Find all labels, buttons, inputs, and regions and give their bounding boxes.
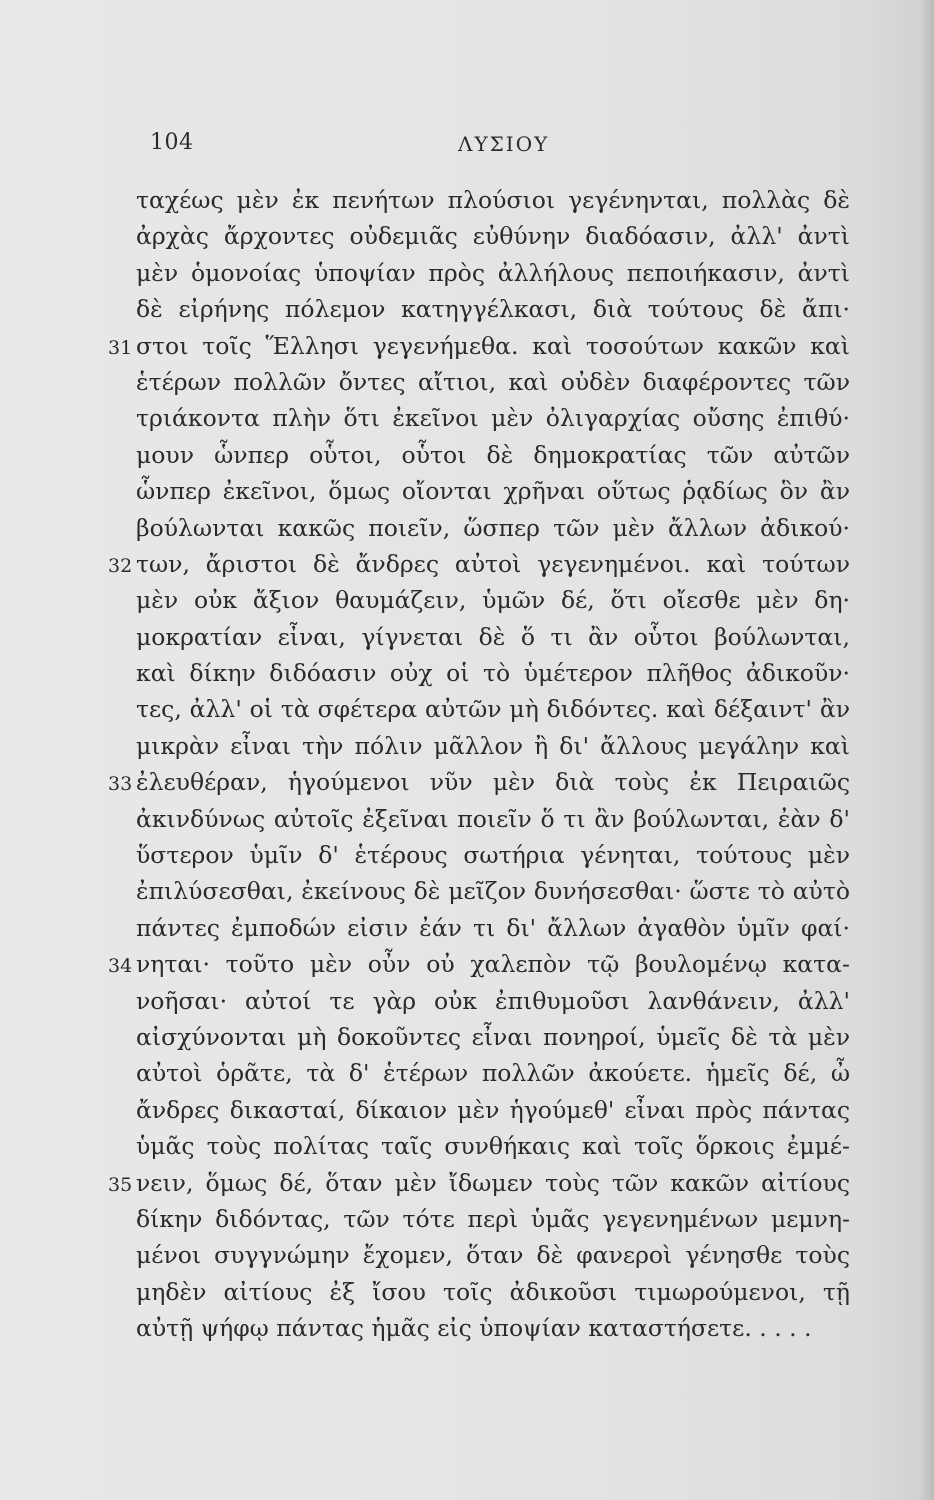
text-line [136,873,856,909]
running-head [150,130,850,160]
line-text: ἐπιλύσεσθαι, ἐκείνους δὲ μεῖζον δυνήσεσθαι· ὥστε τὸ αὐτὸ [136,877,850,906]
line-text: στοι τοῖς Ἕλλησι γεγενήμεθα. καὶ τοσούτων κακῶν καὶ [136,331,850,360]
line-text: ὧνπερ ἐκεῖνοι, ὅμως οἴονται χρῆναι οὕτως ῥᾳδίως ὃν ἂν [136,477,850,506]
text-line [136,691,856,727]
line-text: ἐλευθέραν, ἡγούμενοι νῦν μὲν διὰ τοὺς ἐκ Πειραιῶς [136,768,850,797]
text-line [136,1201,856,1237]
line-text: τριάκοντα πλὴν ὅτι ἐκεῖνοι μὲν ὀλιγαρχίας οὔσης ἐπιθύ· [136,404,850,433]
line-text: ἄνδρες δικασταί, δίκαιον μὲν ἡγούμεθ' εἶναι πρὸς πάντας [136,1095,850,1124]
line-text: βούλωνται κακῶς ποιεῖν, ὥσπερ τῶν μὲν ἄλλων ἀδικού· [136,513,850,542]
text-line [136,182,856,218]
line-text: αὐτῇ ψήφῳ πάντας ἡμᾶς εἰς ὑποψίαν καταστήσετε. . . . . [136,1314,812,1343]
line-text: ὕστερον ὑμῖν δ' ἑτέρους σωτήρια γένηται, τούτους μὲν [136,841,850,870]
text-line [136,801,856,837]
text-line [136,1237,856,1273]
line-text: τες, ἀλλ' οἱ τὰ σφέτερα αὐτῶν μὴ διδόντες. καὶ δέξαιντ' ἂν [136,695,850,724]
line-text: μένοι συγγνώμην ἔχομεν, ὅταν δὲ φανεροὶ γένησθε τοὺς [136,1241,850,1270]
line-text: αἰσχύνονται μὴ δοκοῦντες εἶναι πονηροί, ὑμεῖς δὲ τὰ μὲν [136,1022,850,1051]
text-line [136,1055,856,1091]
text-line [136,728,856,764]
text-line [136,619,856,655]
text-line [108,328,856,364]
section-number: 31 [108,336,133,359]
text-line [136,837,856,873]
section-number: 34 [108,955,133,978]
text-line [136,473,856,509]
section-number: 32 [108,554,133,577]
text-line [136,983,856,1019]
text-line [136,1310,856,1346]
text-line [136,582,856,618]
text-line [136,437,856,473]
line-text: πάντες ἐμποδών εἰσιν ἐάν τι δι' ἄλλων ἀγαθὸν ὑμῖν φαί· [136,913,850,942]
line-text: ταχέως μὲν ἐκ πενήτων πλούσιοι γεγένηνται, πολλὰς δὲ [136,186,850,214]
text-line [136,1092,856,1128]
text-line [108,946,856,982]
line-text: καὶ δίκην διδόασιν οὐχ οἱ τὸ ὑμέτερον πλῆθος ἀδικοῦν· [136,659,850,688]
line-text: νηται· τοῦτο μὲν οὖν οὐ χαλεπὸν τῷ βουλομένῳ κατα- [136,950,850,979]
page-number: 104 [150,130,194,155]
body-text [108,182,856,1347]
text-line [108,546,856,582]
gutter-shadow [920,0,934,1500]
line-text: ἑτέρων πολλῶν ὄντες αἴτιοι, καὶ οὐδὲν διαφέροντες τῶν [136,367,850,396]
line-text: ὑμᾶς τοὺς πολίτας ταῖς συνθήκαις καὶ τοῖς ὅρκοις ἐμμέ- [136,1132,850,1161]
text-line [136,1019,856,1055]
line-text: μοκρατίαν εἶναι, γίγνεται δὲ ὅ τι ἂν οὗτοι βούλωνται, [136,622,850,651]
text-line [136,655,856,691]
line-text: δίκην διδόντας, τῶν τότε περὶ ὑμᾶς γεγενημένων μεμνη- [136,1204,850,1233]
text-line [136,1274,856,1310]
line-text: μηδὲν αἰτίους ἐξ ἴσου τοῖς ἀδικοῦσι τιμωρούμενοι, τῇ [136,1277,850,1306]
line-text: μουν ὧνπερ οὗτοι, οὗτοι δὲ δημοκρατίας τῶν αὐτῶν [136,440,850,469]
line-text: ἀρχὰς ἄρχοντες οὐδεμιᾶς εὐθύνην διαδόασιν, ἀλλ' ἀντὶ [136,222,850,251]
section-number: 35 [108,1173,133,1196]
book-title: ΛΥΣΙΟΥ [458,132,550,156]
text-line [136,1128,856,1164]
text-line [136,510,856,546]
text-line [136,364,856,400]
line-text: νοῆσαι· αὐτοί τε γὰρ οὐκ ἐπιθυμοῦσι λανθάνειν, ἀλλ' [136,986,850,1015]
text-line [108,764,856,800]
line-text: μὲν οὐκ ἄξιον θαυμάζειν, ὑμῶν δέ, ὅτι οἴεσθε μὲν δη· [136,586,850,615]
text-line [136,218,856,254]
line-text: μικρὰν εἶναι τὴν πόλιν μᾶλλον ἢ δι' ἄλλους μεγάλην καὶ [136,731,850,760]
text-line [136,255,856,291]
text-line [136,910,856,946]
text-line [136,291,856,327]
text-line [108,1165,856,1201]
section-number: 33 [108,773,133,796]
line-text: των, ἄριστοι δὲ ἄνδρες αὐτοὶ γεγενημένοι. καὶ τούτων [136,549,850,578]
line-text: αὐτοὶ ὁρᾶτε, τὰ δ' ἑτέρων πολλῶν ἀκούετε. ἡμεῖς δέ, ὦ [136,1059,850,1088]
text-line [136,400,856,436]
line-text: δὲ εἰρήνης πόλεμον κατηγγέλκασι, διὰ τούτους δὲ ἄπι· [136,295,850,324]
line-text: νειν, ὅμως δέ, ὅταν μὲν ἴδωμεν τοὺς τῶν κακῶν αἰτίους [136,1168,850,1197]
line-text: ἀκινδύνως αὐτοῖς ἐξεῖναι ποιεῖν ὅ τι ἂν βούλωνται, ἐὰν δ' [136,804,850,833]
line-text: μὲν ὁμονοίας ὑποψίαν πρὸς ἀλλήλους πεποιήκασιν, ἀντὶ [136,258,850,287]
